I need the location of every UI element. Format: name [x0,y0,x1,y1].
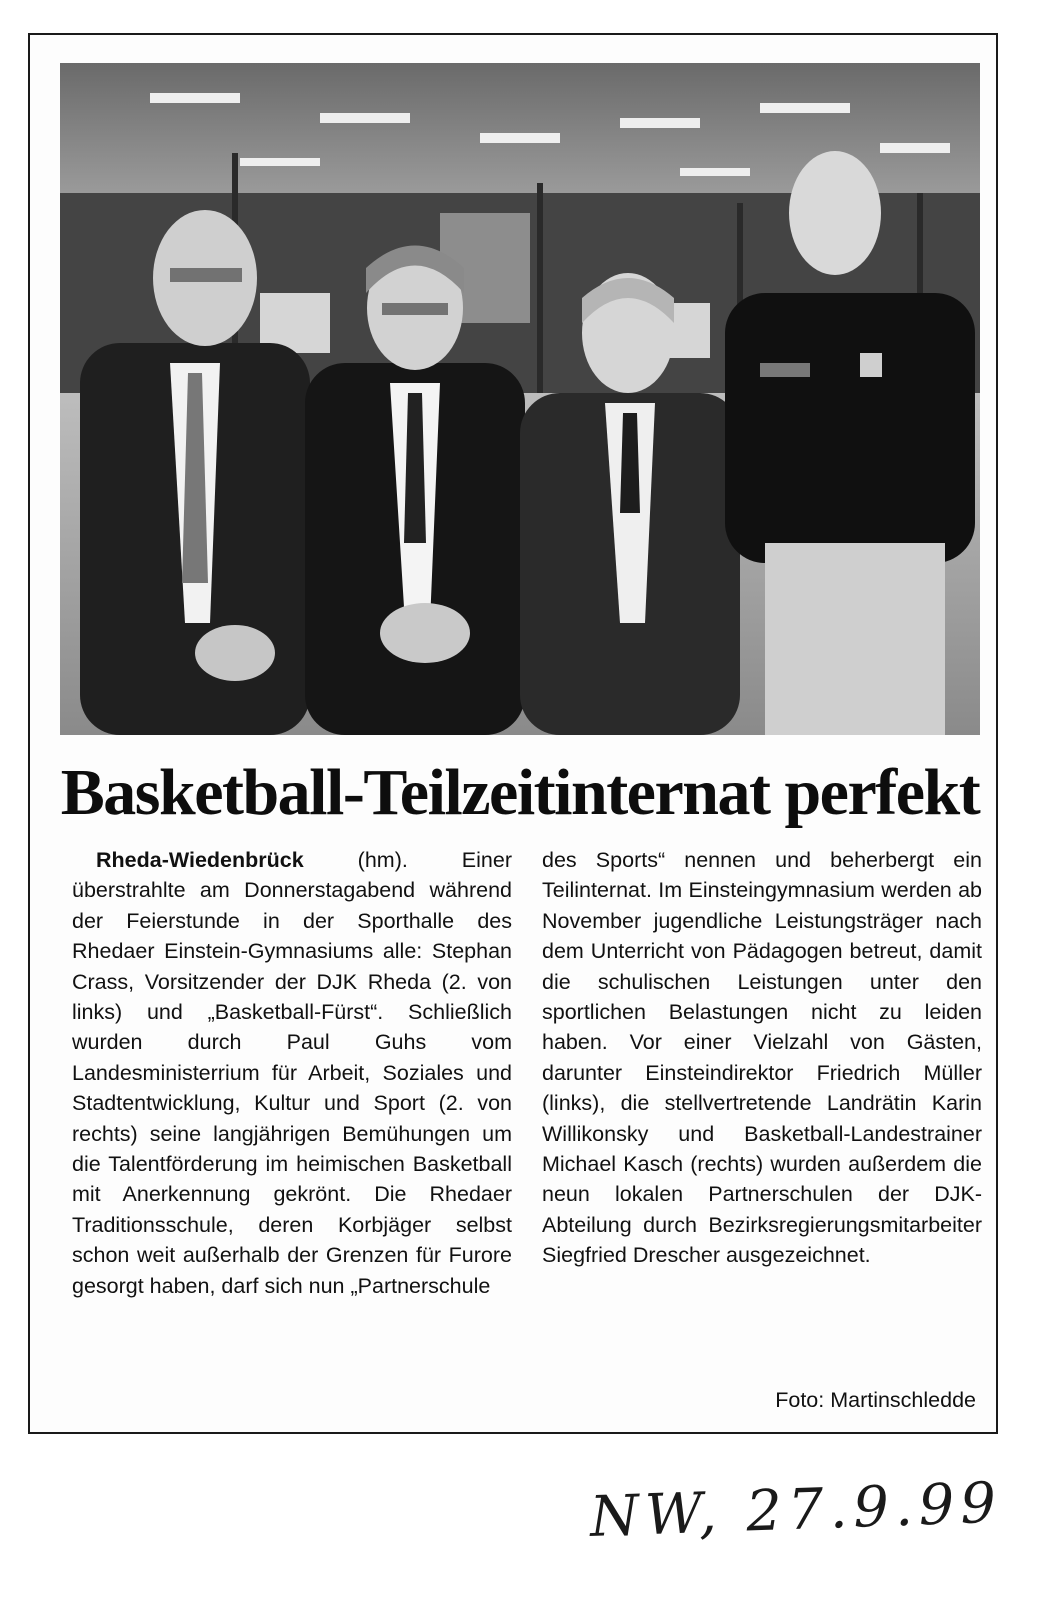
article-column-left [72,845,512,1301]
article-text-left: (hm). Einer überstrahlte am Donnerstagabend während der Feierstunde in der Sporthalle des Rhedaer Einstein-Gymnasiums alle: Stephan Crass, Vorsitzender der DJK Rheda (2. von links) und „Basketball-Fürst“. Schließlich wurden durch Paul Guhs vom Landesministerrium für Arbeit, Soziales und Stadtentwicklung, Kultur und Sport (2. von rechts) seine langjährigen Bemühungen um die Talentförderung im heimischen Basketball mit Anerkennung gekrönt. Die Rhedaer Traditionsschule, deren Korbjäger selbst schon weit außerhalb der Grenzen für Furore gesorgt haben, darf sich nun „Partnerschule [72,848,512,1298]
article-paragraph-left [72,845,512,1301]
article-headline: Basketball-Teilzeitinternat perfekt [60,756,980,829]
photo-four-men-in-gym [60,63,980,735]
article-column-right [542,845,982,1271]
handwritten-source-date: NW, 27.9.99 [588,1470,1003,1550]
article-photo [60,63,980,735]
photo-credit: Foto: Martinschledde [775,1388,976,1412]
article-dateline: Rheda-Wiedenbrück [96,848,304,872]
article-body [72,845,982,1412]
article-text-right: des Sports“ nennen und beherbergt ein Teilinternat. Im Einsteingymnasium werden ab November jugendliche Leistungsträger nach dem Unterricht von Pädagogen betreut, damit die schulischen Leistungen unter den sportlichen Belastungen nicht zu leiden haben. Vor einer Vielzahl von Gästen, darunter Einsteindirektor Friedrich Müller (links), die stellvertretende Landrätin Karin Willikonsky und Basketball-Landestrainer Michael Kasch (rechts) wurden außerdem die neun lokalen Partnerschulen der DJK-Abteilung durch Bezirksregierungsmitarbeiter Siegfried Drescher ausgezeichnet. [542,848,982,1268]
newspaper-clipping [28,33,998,1434]
